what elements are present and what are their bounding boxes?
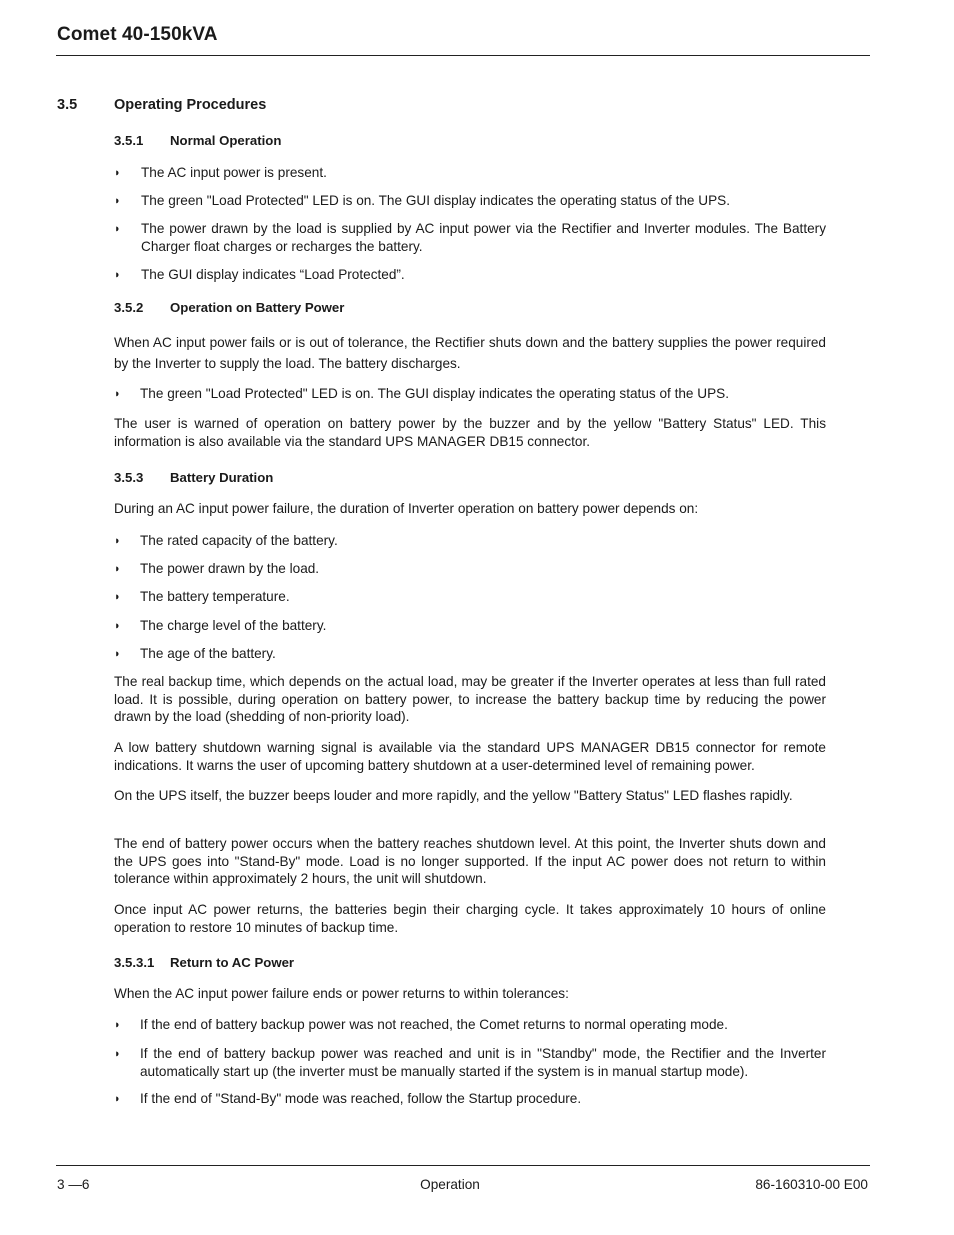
paragraph: On the UPS itself, the buzzer beeps louder and more rapidly, and the yellow "Battery Status" LED flashes rapidly. bbox=[114, 788, 793, 803]
list-item bbox=[114, 164, 826, 182]
bullet-icon: ◗ bbox=[114, 167, 121, 179]
subsection-title: Normal Operation bbox=[170, 133, 282, 148]
list-item-text: The age of the battery. bbox=[140, 646, 276, 661]
list-item bbox=[114, 1016, 826, 1034]
document-title: Comet 40-150kVA bbox=[57, 24, 218, 45]
list-item-text: The GUI display indicates “Load Protected”. bbox=[141, 267, 405, 282]
list-item bbox=[114, 645, 826, 663]
section-heading bbox=[57, 97, 266, 113]
subsection-heading-3-5-1 bbox=[114, 133, 281, 148]
bullet-icon: ◗ bbox=[114, 223, 121, 235]
section-title: Operating Procedures bbox=[114, 97, 267, 113]
list-item bbox=[114, 1090, 826, 1108]
bullet-icon: ◗ bbox=[114, 563, 121, 575]
chapter-name: Operation bbox=[420, 1177, 480, 1192]
bullet-icon: ◗ bbox=[114, 1019, 121, 1031]
subsection-title: Operation on Battery Power bbox=[170, 300, 345, 315]
list-item-text: The charge level of the battery. bbox=[140, 618, 327, 633]
subsection-title: Battery Duration bbox=[170, 470, 274, 485]
list-item bbox=[114, 532, 826, 550]
subsection-number: 3.5.3.1 bbox=[114, 955, 155, 970]
bullet-icon: ◗ bbox=[114, 648, 121, 660]
paragraph: When the AC input power failure ends or power returns to within tolerances: bbox=[114, 986, 569, 1001]
paragraph: The user is warned of operation on battery power by the buzzer and by the yellow "Battery Status" LED. This information is also available via the standard UPS MANAGER DB15 connector. bbox=[114, 416, 826, 449]
subsection-title: Return to AC Power bbox=[170, 955, 295, 970]
list-item-text: The rated capacity of the battery. bbox=[140, 533, 338, 548]
header-rule bbox=[56, 55, 870, 56]
subsection-number: 3.5.3 bbox=[114, 470, 144, 485]
document-number: 86-160310-00 E00 bbox=[755, 1177, 868, 1192]
list-item bbox=[114, 192, 826, 210]
bullet-icon: ◗ bbox=[114, 1048, 121, 1060]
list-item bbox=[114, 560, 826, 578]
list-item-text: The green "Load Protected" LED is on. The GUI display indicates the operating status of the UPS. bbox=[140, 386, 729, 401]
list-item-text: If the end of "Stand-By" mode was reached, follow the Startup procedure. bbox=[140, 1091, 582, 1106]
bullet-icon: ◗ bbox=[114, 620, 121, 632]
list-item-text: If the end of battery backup power was reached and unit is in "Standby" mode, the Rectifier and the Inverter automatically start up (the inverter must be manually started if the system is in manual startup mode). bbox=[140, 1046, 826, 1079]
paragraph: When AC input power fails or is out of tolerance, the Rectifier shuts down and the battery supplies the power required by the Inverter to supply the load. The battery discharges. bbox=[114, 335, 826, 371]
subsection-number: 3.5.2 bbox=[114, 300, 144, 315]
paragraph: A low battery shutdown warning signal is available via the standard UPS MANAGER DB15 connector for remote indications. It warns the user of upcoming battery shutdown at a user-determined level of remaining power. bbox=[114, 740, 826, 773]
bullet-icon: ◗ bbox=[114, 269, 121, 281]
list-item bbox=[114, 1045, 826, 1081]
subsection-number: 3.5.1 bbox=[114, 133, 144, 148]
page-number: 3 —6 bbox=[57, 1177, 90, 1192]
list-item-text: The green "Load Protected" LED is on. The GUI display indicates the operating status of the UPS. bbox=[141, 193, 730, 208]
bullet-icon: ◗ bbox=[114, 591, 121, 603]
paragraph: The end of battery power occurs when the battery reaches shutdown level. At this point, the Inverter shuts down and the UPS goes into "Stand-By" mode. Load is no longer supported. If the input AC power does not return to within tolerance within approximately 2 hours, the unit will shutdown. bbox=[114, 836, 826, 886]
section-number: 3.5 bbox=[57, 97, 78, 113]
footer-rule bbox=[56, 1165, 870, 1166]
paragraph: During an AC input power failure, the duration of Inverter operation on battery power depends on: bbox=[114, 501, 699, 516]
list-item bbox=[114, 220, 826, 256]
list-item bbox=[114, 588, 826, 606]
list-item-text: The battery temperature. bbox=[140, 589, 290, 604]
bullet-icon: ◗ bbox=[114, 195, 121, 207]
list-item bbox=[114, 266, 826, 284]
list-item bbox=[114, 385, 826, 403]
paragraph: The real backup time, which depends on the actual load, may be greater if the Inverter operates at less than full rated load. It is possible, during operation on battery power, to increase the battery backup time by reducing the power drawn by the load (shedding of non-priority load). bbox=[114, 674, 826, 724]
list-item-text: The power drawn by the load. bbox=[140, 561, 320, 576]
bullet-icon: ◗ bbox=[114, 388, 121, 400]
list-item bbox=[114, 617, 826, 635]
bullet-icon: ◗ bbox=[114, 1093, 121, 1105]
subsection-heading-3-5-3 bbox=[114, 470, 273, 485]
list-item-text: The power drawn by the load is supplied by AC input power via the Rectifier and Inverter modules. The Battery Charger float charges or recharges the battery. bbox=[141, 221, 826, 254]
list-item-text: If the end of battery backup power was not reached, the Comet returns to normal operating mode. bbox=[140, 1017, 728, 1032]
subsection-heading-3-5-2 bbox=[114, 300, 344, 315]
bullet-icon: ◗ bbox=[114, 535, 121, 547]
paragraph: Once input AC power returns, the batteries begin their charging cycle. It takes approximately 10 hours of online operation to restore 10 minutes of backup time. bbox=[114, 902, 826, 935]
list-item-text: The AC input power is present. bbox=[141, 165, 327, 180]
subsection-heading-3-5-3-1 bbox=[114, 955, 294, 970]
